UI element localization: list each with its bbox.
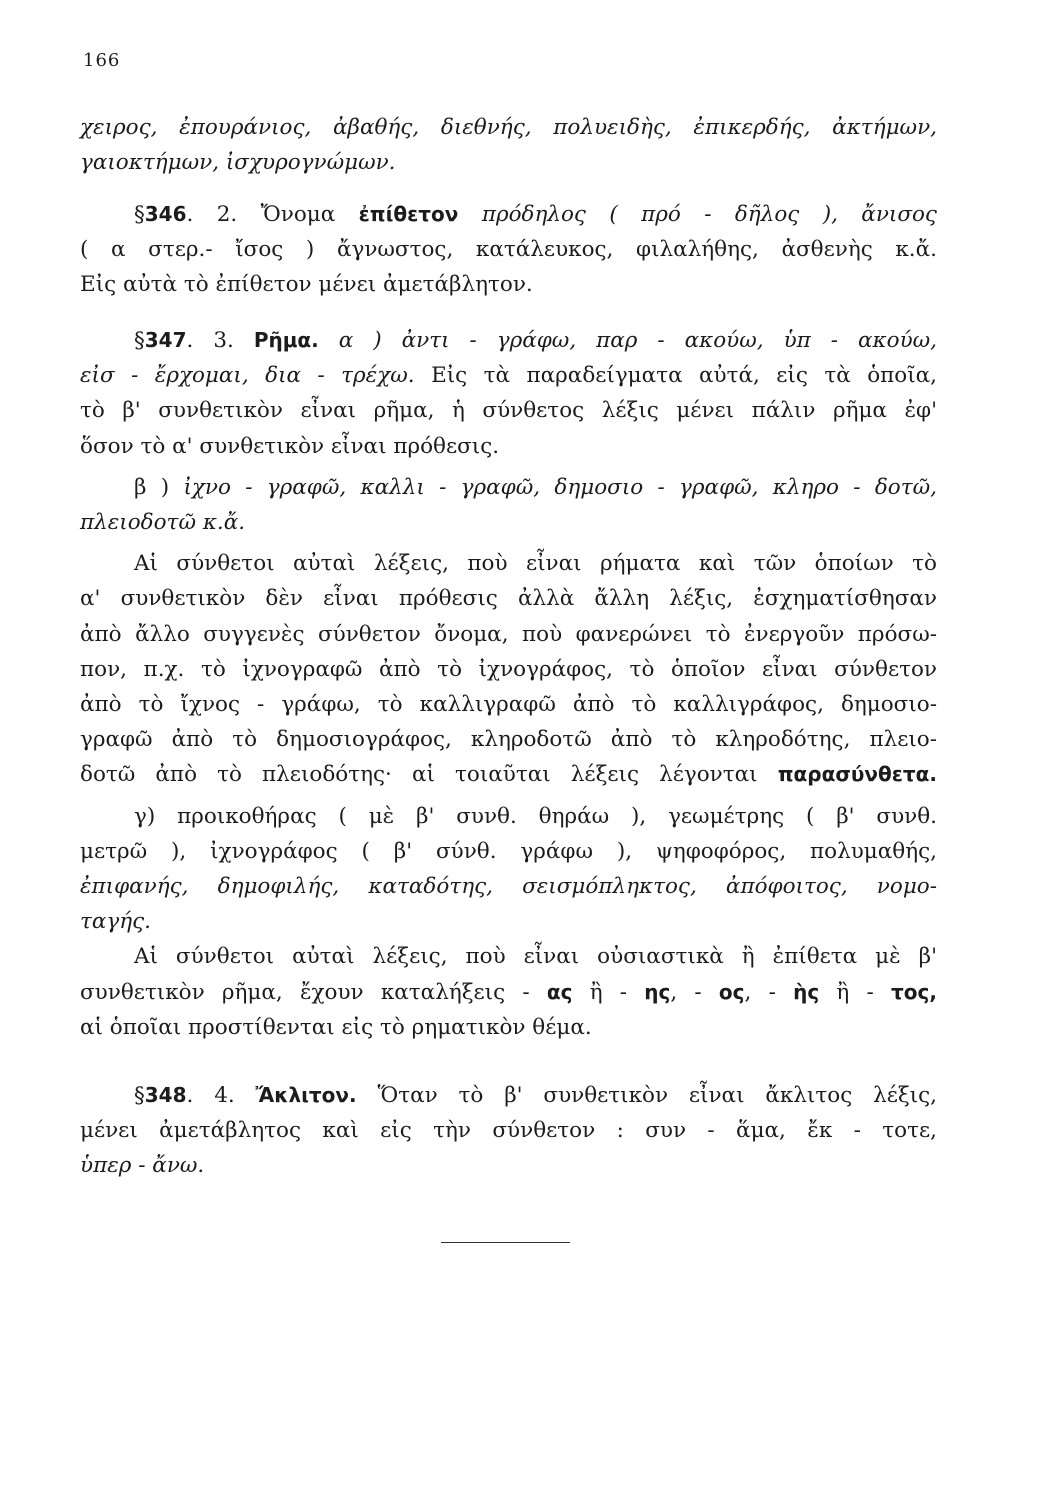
subsection-b-label: β ) — [134, 474, 170, 500]
item-number: 2. — [216, 202, 238, 227]
section-number: 346 — [144, 202, 187, 226]
subsection-b-examples: ἰχνο - γραφῶ, καλλι - γραφῶ, δημοσιο - γραφῶ, κληρο - δοτῶ, — [183, 474, 937, 500]
item-number: 4. — [214, 1083, 235, 1108]
separator: , - — [744, 979, 776, 1005]
section-number: 348 — [144, 1083, 187, 1107]
endings-line-3: αἱ ὁποῖαι προστίθενται εἰς τὸ ρηματικὸν θέμα. — [80, 1014, 592, 1040]
paragraph-line-6: γραφῶ ἀπὸ τὸ δημοσιογράφος, κληροδοτῶ ἀπὸ τὸ κληροδότης, πλειο- — [80, 727, 937, 753]
paragraph-line-4: πον, π.χ. τὸ ἰχνογραφῶ ἀπὸ τὸ ἰχνογράφος, τὸ ὁποῖον εἶναι σύνθετον — [80, 656, 937, 682]
subsection-g-line-1: γ) προικοθήρας ( μὲ β' συνθ. θηράω ), γεωμέτρης ( β' συνθ. — [134, 803, 937, 829]
section-number: 347 — [144, 328, 187, 352]
item-number: 3. — [213, 328, 234, 353]
section-347 — [80, 323, 937, 1045]
end-rule — [441, 1242, 570, 1243]
endings-line-2 — [80, 975, 937, 1010]
section-348 — [80, 1078, 937, 1184]
paragraph-line-7 — [80, 757, 937, 792]
paragraph-line-2: α' συνθετικὸν δὲν εἶναι πρόθεσις ἀλλὰ ἄλλη λέξις, ἐσχηματίσθησαν — [80, 586, 937, 612]
or-text: ἢ - — [589, 979, 628, 1005]
separator: , - — [670, 979, 702, 1005]
bold-term-parasyntheta: παρασύνθετα. — [777, 762, 937, 787]
paragraph-line-3: ἀπὸ ἄλλο συγγενὲς σύνθετον ὄνομα, ποὺ φανερώνει τὸ ἐνεργοῦν πρόσω- — [80, 621, 937, 647]
section-sign: § — [134, 328, 145, 353]
subsection-b-line-2: πλειοδοτῶ κ.ἄ. — [80, 510, 246, 536]
section-sign: § — [134, 202, 145, 227]
section-347-line-4: ὅσον τὸ α' συνθετικὸν εἶναι πρόθεσις. — [80, 433, 500, 459]
section-346-line-3: Εἰς αὐτὰ τὸ ἐπίθετον μένει ἀμετάβλητον. — [80, 272, 533, 298]
subsection-g-line-3: ἐπιφανής, δημοφιλής, καταδότης, σεισμόπληκτος, ἀπόφοιτος, νομο- — [80, 874, 937, 900]
section-347-line-2-rest: Εἰς τὰ παραδείγματα αὐτά, εἰς τὰ ὁποῖα, — [431, 363, 937, 389]
italic-examples: εἰσ - ἔρχομαι, δια - τρέχω. — [80, 363, 415, 389]
subsection-b-line-1 — [80, 470, 937, 505]
paragraph-line-5: ἀπὸ τὸ ἴχνος - γράφω, τὸ καλλιγραφῶ ἀπὸ τὸ καλλιγράφος, δημοσιο- — [80, 692, 937, 718]
endings-text: συνθετικὸν ρῆμα, ἔχουν καταλήξεις - — [80, 979, 530, 1005]
ending-os: ος — [718, 979, 745, 1004]
section-348-line-1: §348. 4. Ἄκλιτον. Ὅταν τὸ β' συνθετικὸν εἶναι ἄκλιτος λέξις, — [134, 1083, 937, 1108]
bold-term: Ρῆμα. — [253, 328, 319, 352]
section-347-line-2 — [80, 358, 937, 393]
section-347-line-3: τὸ β' συνθετικὸν εἶναι ρῆμα, ἡ σύνθετος λέξις μένει πάλιν ρῆμα ἐφ' — [80, 398, 937, 424]
intro-paragraph — [80, 110, 937, 180]
section-sign: § — [134, 1083, 145, 1108]
section-347-rest: α ) ἀντι - γράφω, παρ - ακούω, ὑπ - ακούω, — [338, 328, 938, 353]
subsection-g-line-2: μετρῶ ), ἰχνογράφος ( β' σύνθ. γράφω ), ψηφοφόρος, πολυμαθής, — [80, 838, 937, 864]
term-word: Ὄνομα — [260, 202, 336, 227]
section-347-line-1: §347. 3. Ρῆμα. α ) ἀντι - γράφω, παρ - ακούω, ὑπ - ακούω, — [134, 328, 938, 353]
ending-tos: τος, — [890, 979, 937, 1004]
bold-term: ἐπίθετον — [358, 202, 459, 226]
section-348-rest: Ὅταν τὸ β' συνθετικὸν εἶναι ἄκλιτος λέξις, — [377, 1083, 937, 1108]
ending-his: ὴς — [793, 979, 820, 1004]
section-346-line-2: ( α στερ.- ἴσος ) ἄγνωστος, κατάλευκος, φιλαλήθης, ἀσθενὴς κ.ἄ. — [80, 237, 937, 263]
section-346-rest: πρόδηλος ( πρό - δῆλος ), ἄνισος — [481, 202, 937, 227]
intro-line-1: χειρος, ἐπουράνιος, ἀβαθής, διεθνής, πολυειδὴς, ἐπικερδής, ἀκτήμων, — [80, 115, 937, 140]
section-348-line-2: μένει ἀμετάβλητος καὶ εἰς τὴν σύνθετον : συν - ἅμα, ἔκ - τοτε, — [80, 1118, 937, 1144]
ending-hs: ης — [644, 979, 671, 1004]
intro-line-2: γαιοκτήμων, ἰσχυρογνώμων. — [80, 150, 396, 176]
bold-term: Ἄκλιτον. — [255, 1083, 357, 1107]
section-346 — [80, 197, 937, 303]
section-346-line-1: §346. 2. Ὄνομα ἐπίθετον πρόδηλος ( πρό - δῆλος ), ἄνισος — [134, 202, 937, 227]
section-348-line-3: ὑπερ - ἄνω. — [80, 1153, 205, 1179]
page-number: 166 — [83, 50, 121, 71]
or-text: ἢ - — [836, 979, 874, 1005]
subsection-g-line-4: ταγής. — [80, 909, 152, 935]
ending-as: ας — [546, 979, 573, 1004]
endings-line-1: Αἱ σύνθετοι αὐταὶ λέξεις, ποὺ εἶναι οὐσιαστικὰ ἢ ἐπίθετα μὲ β' — [134, 944, 937, 970]
paragraph-line-1: Αἱ σύνθετοι αὐταὶ λέξεις, ποὺ εἶναι ρήματα καὶ τῶν ὁποίων τὸ — [134, 551, 937, 577]
paragraph-line-7-text: δοτῶ ἀπὸ τὸ πλειοδότης· αἱ τοιαῦται λέξεις λέγονται — [80, 762, 758, 788]
